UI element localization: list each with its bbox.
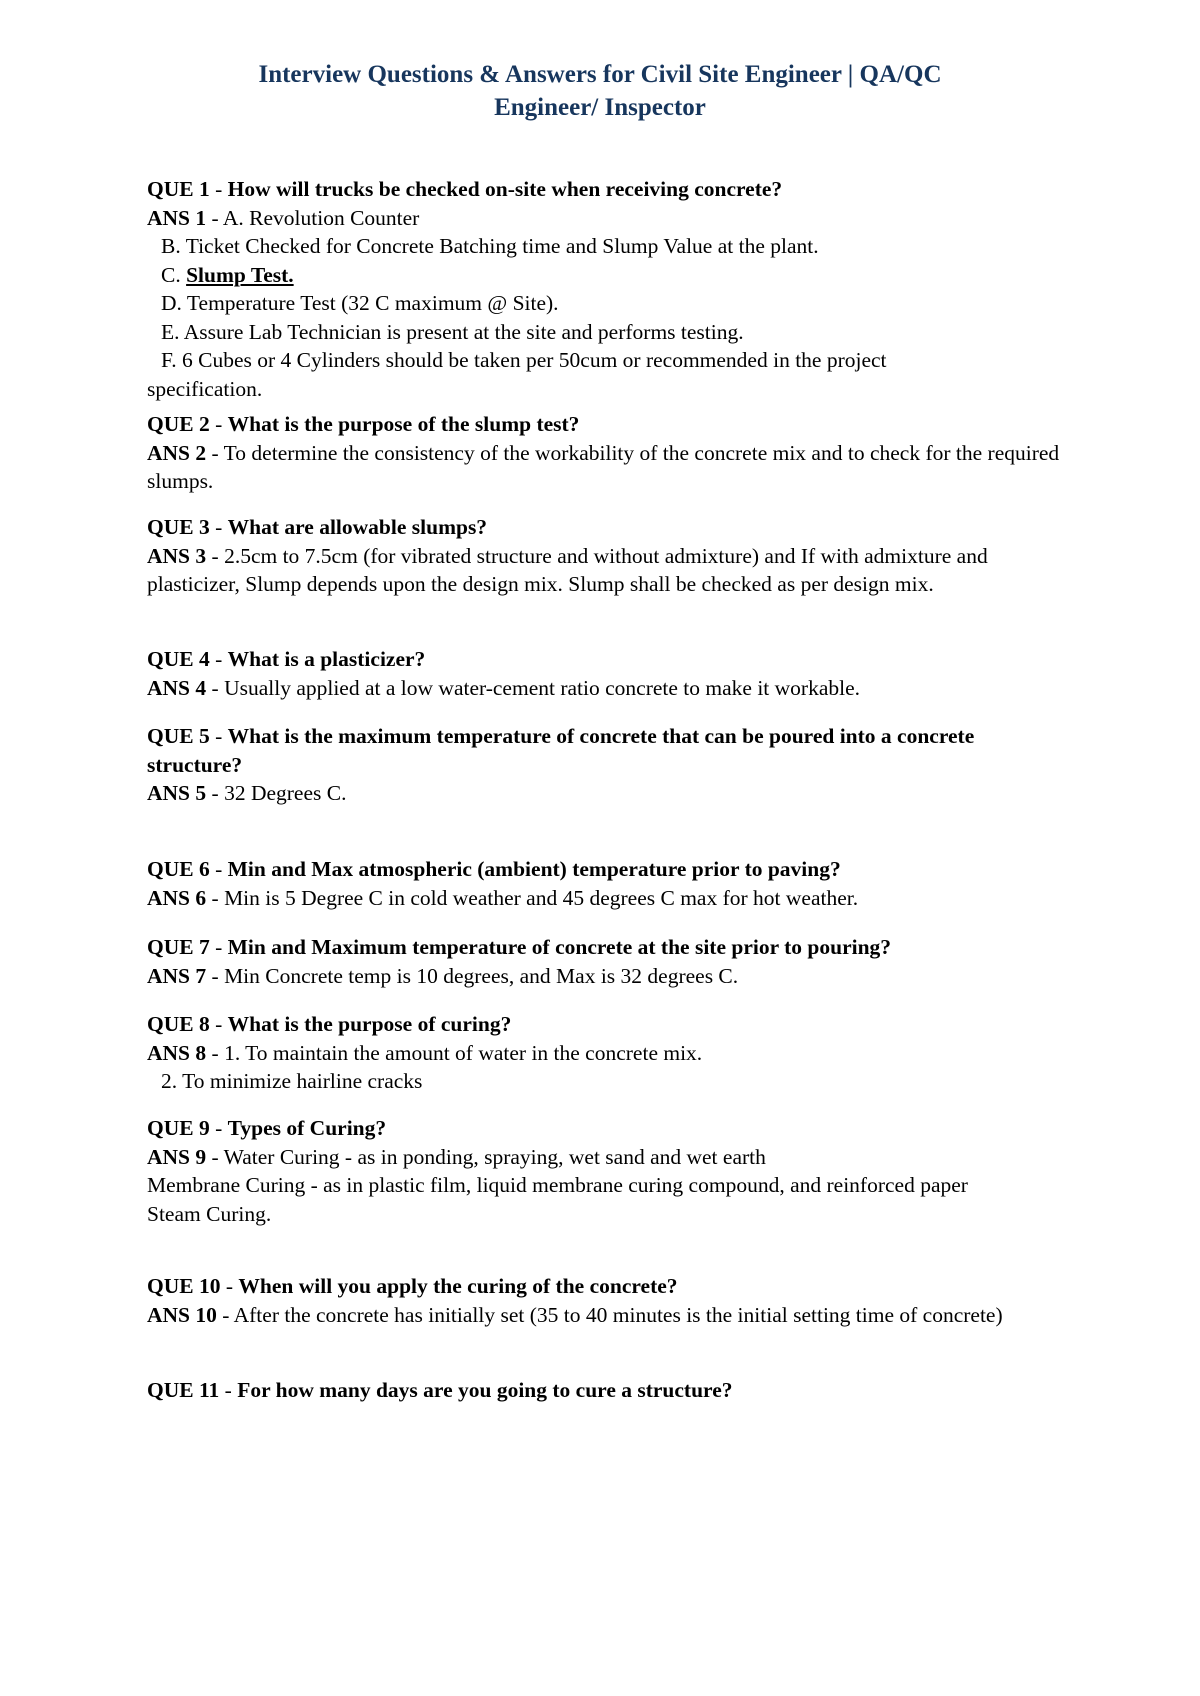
answer-label: ANS 8 (147, 1040, 207, 1065)
qa-block-3 (147, 513, 1067, 599)
qa-block-2 (147, 410, 1067, 496)
question-text: What is the purpose of the slump test? (227, 412, 580, 436)
question-label: QUE 10 (147, 1274, 221, 1298)
question-11: QUE 11 - For how many days are you going to cure a structure? (147, 1378, 733, 1402)
question-text: What are allowable slumps? (227, 515, 488, 539)
question-label: QUE 3 (147, 515, 210, 539)
answer-2: ANS 2 - To determine the consistency of the workability of the concrete mix and to check for the required slumps. (147, 440, 1060, 493)
answer-text: 1. To maintain the amount of water in the concrete mix. (224, 1040, 703, 1065)
item-c-prefix: C. (161, 262, 181, 287)
question-9: QUE 9 - Types of Curing? (147, 1116, 387, 1140)
answer-1-item-f-wrap: specification. (147, 376, 263, 401)
answer-text: 2.5cm to 7.5cm (for vibrated structure and without admixture) and If with admixture and plasticizer, Slump depends upon the design mix. Slump shall be checked as per design mix. (147, 543, 988, 596)
answer-label: ANS 7 (147, 963, 207, 988)
answer-label: ANS 4 (147, 675, 207, 700)
answer-label: ANS 5 (147, 781, 207, 805)
answer-label: ANS 1 (147, 205, 207, 230)
qa-block-5 (147, 722, 1067, 808)
qa-block-4 (147, 645, 1067, 702)
question-text: What is the maximum temperature of concrete that can be poured into a concrete structure? (147, 724, 975, 777)
answer-1-item-d: D. Temperature Test (32 C maximum @ Site). (161, 291, 559, 315)
qa-block-6 (147, 855, 1067, 912)
qa-block-11 (147, 1376, 1067, 1405)
question-3: QUE 3 - What are allowable slumps? (147, 515, 488, 539)
answer-9: ANS 9 - Water Curing - as in ponding, spraying, wet sand and wet earth (147, 1144, 766, 1169)
question-label: QUE 11 (147, 1378, 220, 1402)
answer-text: After the concrete has initially set (35 to 40 minutes is the initial setting time of concrete) (233, 1302, 1003, 1327)
answer-6: ANS 6 - Min is 5 Degree C in cold weather and 45 degrees C max for hot weather. (147, 885, 859, 910)
answer-text: Min is 5 Degree C in cold weather and 45 degrees C max for hot weather. (224, 885, 859, 910)
answer-1-item-b: B. Ticket Checked for Concrete Batching time and Slump Value at the plant. (161, 234, 819, 258)
question-1: QUE 1 - How will trucks be checked on-site when receiving concrete? (147, 177, 783, 201)
question-text: When will you apply the curing of the concrete? (238, 1274, 678, 1298)
answer-1-item-c (147, 261, 1067, 290)
question-label: QUE 9 (147, 1116, 210, 1140)
qa-block-10 (147, 1272, 1067, 1329)
question-label: QUE 1 (147, 177, 210, 201)
question-label: QUE 2 (147, 412, 210, 436)
answer-text: To determine the consistency of the workability of the concrete mix and to check for the required slumps. (147, 440, 1060, 493)
question-text: How will trucks be checked on-site when receiving concrete? (227, 177, 783, 201)
question-text: What is the purpose of curing? (227, 1012, 512, 1036)
answer-label: ANS 10 (147, 1302, 217, 1327)
question-label: QUE 8 (147, 1012, 210, 1036)
question-4: QUE 4 - What is a plasticizer? (147, 647, 426, 671)
answer-7: ANS 7 - Min Concrete temp is 10 degrees, and Max is 32 degrees C. (147, 963, 739, 988)
answer-label: ANS 9 (147, 1144, 207, 1169)
title-line-2: Engineer/ Inspector (494, 94, 706, 121)
question-label: QUE 5 (147, 724, 210, 748)
question-text: Types of Curing? (227, 1116, 387, 1140)
answer-9-line-2: Membrane Curing - as in plastic film, liquid membrane curing compound, and reinforced paper (147, 1173, 968, 1197)
answer-1-item-f: F. 6 Cubes or 4 Cylinders should be taken per 50cum or recommended in the project (161, 348, 887, 372)
question-text: Min and Maximum temperature of concrete at the site prior to pouring? (227, 935, 892, 959)
answer-text: Usually applied at a low water-cement ratio concrete to make it workable. (224, 675, 861, 700)
question-7: QUE 7 - Min and Maximum temperature of concrete at the site prior to pouring? (147, 935, 892, 959)
document-title (150, 58, 1050, 124)
title-line-1: Interview Questions & Answers for Civil Site Engineer | QA/QC (258, 61, 942, 88)
answer-1-item-e: E. Assure Lab Technician is present at the site and performs testing. (161, 319, 744, 344)
question-6: QUE 6 - Min and Max atmospheric (ambient) temperature prior to paving? (147, 857, 841, 881)
question-label: QUE 7 (147, 935, 210, 959)
answer-label: ANS 2 (147, 440, 207, 465)
answer-8-line-2: 2. To minimize hairline cracks (161, 1069, 423, 1093)
question-text: What is a plasticizer? (227, 647, 426, 671)
answer-1: ANS 1 - A. Revolution Counter (147, 205, 420, 230)
answer-8: ANS 8 - 1. To maintain the amount of water in the concrete mix. (147, 1040, 703, 1065)
slump-test-emphasis: Slump Test. (186, 262, 294, 287)
question-2: QUE 2 - What is the purpose of the slump test? (147, 412, 580, 436)
answer-label: ANS 6 (147, 885, 207, 910)
answer-text: A. Revolution Counter (222, 205, 420, 230)
question-10: QUE 10 - When will you apply the curing of the concrete? (147, 1274, 678, 1298)
question-5: QUE 5 - What is the maximum temperature of concrete that can be poured into a concrete structure? (147, 724, 975, 777)
qa-block-7 (147, 933, 1067, 990)
answer-9-line-3: Steam Curing. (147, 1201, 272, 1226)
question-text: For how many days are you going to cure a structure? (237, 1378, 733, 1402)
answer-label: ANS 3 (147, 543, 207, 568)
answer-4: ANS 4 - Usually applied at a low water-cement ratio concrete to make it workable. (147, 675, 861, 700)
question-label: QUE 4 (147, 647, 210, 671)
qa-block-9 (147, 1114, 1067, 1228)
answer-text: Water Curing - as in ponding, spraying, wet sand and wet earth (223, 1144, 766, 1169)
question-label: QUE 6 (147, 857, 210, 881)
answer-text: 32 Degrees C. (224, 781, 347, 805)
answer-10: ANS 10 - After the concrete has initially set (35 to 40 minutes is the initial setting time of concrete) (147, 1302, 1003, 1327)
answer-5: ANS 5 - 32 Degrees C. (147, 781, 347, 805)
qa-block-1 (147, 175, 1067, 403)
question-8: QUE 8 - What is the purpose of curing? (147, 1012, 512, 1036)
qa-block-8 (147, 1010, 1067, 1096)
question-text: Min and Max atmospheric (ambient) temperature prior to paving? (227, 857, 841, 881)
answer-text: Min Concrete temp is 10 degrees, and Max is 32 degrees C. (224, 963, 739, 988)
answer-3: ANS 3 - 2.5cm to 7.5cm (for vibrated structure and without admixture) and If with admixture and plasticizer, Slump depends upon the design mix. Slump shall be checked as per design mix. (147, 543, 988, 596)
